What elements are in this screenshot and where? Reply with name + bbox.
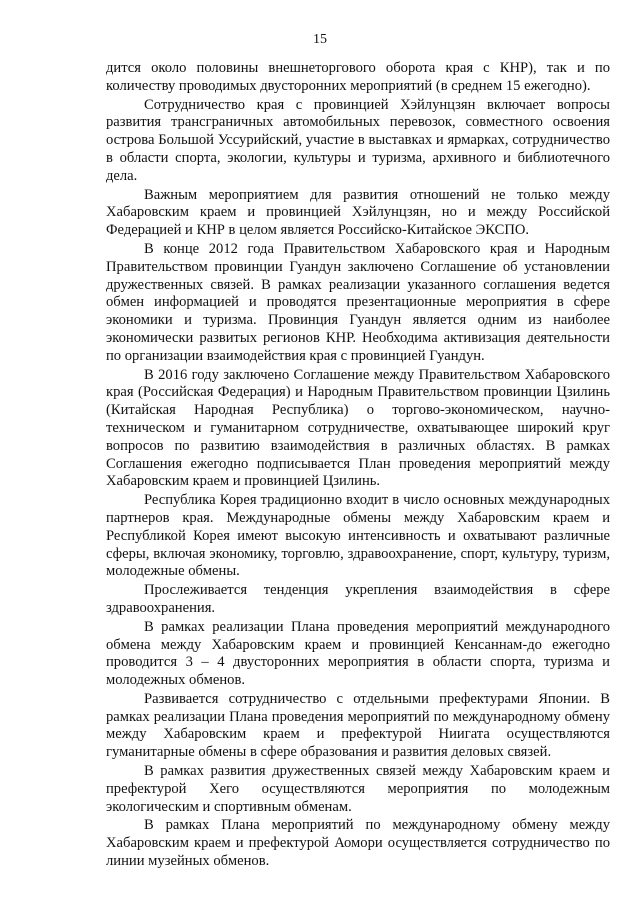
- paragraph-hyogo: В рамках развития дружественных связей между Хабаровским краем и префектурой Хего осуществляются мероприятия по молодежным экологическим и спортивным обменам.: [106, 763, 610, 815]
- page-number: 15: [313, 32, 327, 47]
- document-body: [106, 60, 610, 872]
- paragraph-japan-niigata: Развивается сотрудничество с отдельными префектурами Японии. В рамках реализации Плана проведения мероприятий по международному обмену между Хабаровским краем и префектурой Ниигата осуществляются гуманитарные обмены в сфере образования и развития деловых связей.: [106, 690, 610, 761]
- paragraph-korea: Республика Корея традиционно входит в число основных международных партнеров края. Международные обмены между Хабаровским краем и Республикой Корея имеют высокую интенсивность и охватывают различные сферы, включая экономику, торговлю, здравоохранение, спорт, культуру, туризм, молодежные обмены.: [106, 492, 610, 580]
- paragraph-aomori: В рамках Плана мероприятий по международному обмену между Хабаровским краем и префектурой Аомори осуществляется сотрудничество по линии музейных обменов.: [106, 817, 610, 870]
- paragraph-continuation: дится около половины внешнеторгового оборота края с КНР), так и по количеству проводимых двусторонних мероприятий (в среднем 15 ежегодно).: [106, 60, 610, 94]
- paragraph-gyeongsangnam: В рамках реализации Плана проведения мероприятий международного обмена между Хабаровским краем и провинцией Кенсаннам-до ежегодно проводится 3 – 4 двусторонних мероприятия в области спорта, туризма и молодежных обменов.: [106, 618, 610, 689]
- paragraph-healthcare: Прослеживается тенденция укрепления взаимодействия в сфере здравоохранения.: [106, 582, 610, 616]
- paragraph-guangdong: В конце 2012 года Правительством Хабаровского края и Народным Правительством провинции Гуандун заключено Соглашение об установлении дружественных связей. В рамках реализации указанного соглашения ведется обмен информацией и проводятся презентационные мероприятия в сфере экономики и туризма. Провинция Гуандун является одним из наиболее экономически развитых регионов КНР. Необходима активизация деятельности по организации взаимодействия края с провинцией Гуандун.: [106, 240, 610, 364]
- paragraph-jilin: В 2016 году заключено Соглашение между Правительством Хабаровского края (Российская Федерация) и Народным Правительством провинции Цзилинь (Китайская Народная Республика) о торгово-экономическом, научно-техническом и гуманитарном сотрудничестве, охватывающее широкий круг вопросов по развитию взаимодействия в различных областях. В рамках Соглашения ежегодно подписывается План проведения мероприятий между Хабаровским краем и провинцией Цзилинь.: [106, 366, 610, 490]
- paragraph-heilongjiang: Сотрудничество края с провинцией Хэйлунцзян включает вопросы развития трансграничных автомобильных перевозок, совместного освоения острова Большой Уссурийский, участие в выставках и ярмарках, сотрудничество в области спорта, экологии, культуры и туризма, архивного и библиотечного дела.: [106, 96, 610, 184]
- paragraph-expo: Важным мероприятием для развития отношений не только между Хабаровским краем и провинцией Хэйлунцзян, но и между Российской Федерацией и КНР в целом является Российско-Китайское ЭКСПО.: [106, 186, 610, 239]
